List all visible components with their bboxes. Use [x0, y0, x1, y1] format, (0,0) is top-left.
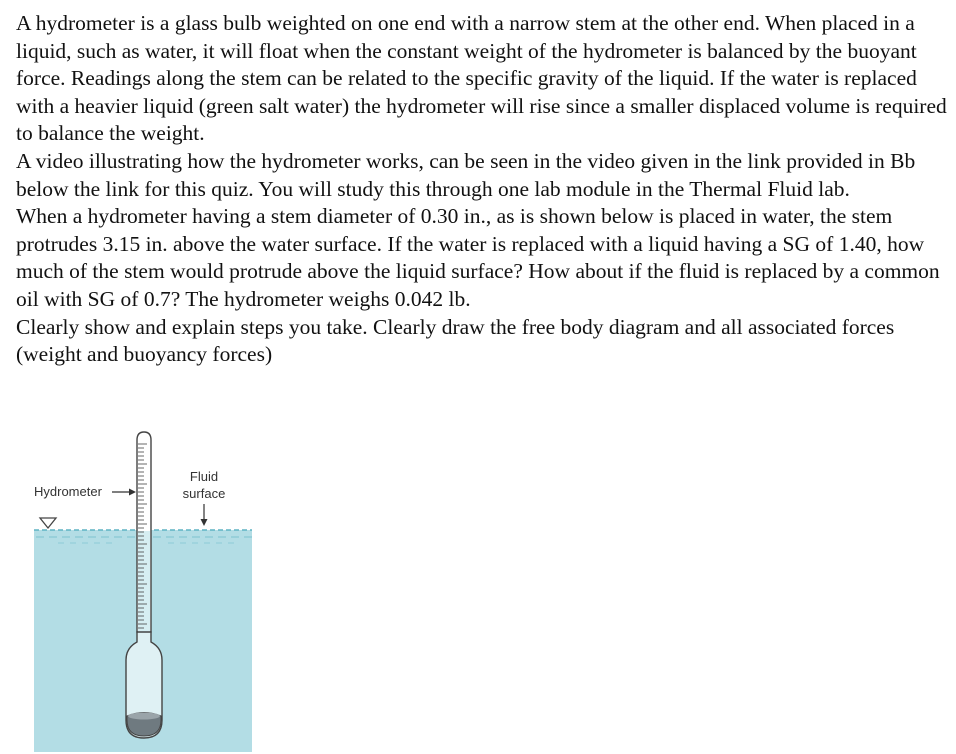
hydrometer-stem-submerged: [138, 531, 150, 632]
hydrometer-diagram: [28, 420, 268, 754]
hydrometer-label: Hydrometer: [34, 484, 102, 499]
fluid-label-line2: surface: [182, 486, 226, 501]
ballast-highlight: [128, 713, 160, 720]
free-surface-symbol: [40, 518, 56, 528]
fluid-label-line1: Fluid: [189, 469, 219, 484]
hydrometer-figure: [28, 420, 268, 754]
paragraph-problem-statement: When a hydrometer having a stem diameter of 0.30 in., as is shown below is placed in water, the stem protrudes 3.15 in. above the water surface. If the water is replaced with a liquid having a SG of 1.40, how much of the stem would protrude above the liquid surface? How about if the fluid is replaced by a common oil with SG of 0.7? The hydrometer weighs 0.042 lb.: [16, 204, 940, 311]
paragraph-hydrometer-description: A hydrometer is a glass bulb weighted on one end with a narrow stem at the other end. When placed in a liquid, such as water, it will float when the constant weight of the hydrometer is balanced by the buoyant force. Readings along the stem can be related to the specific gravity of the liquid. If the water is replaced with a heavier liquid (green salt water) the hydrometer will rise since a smaller displaced volume is required to balance the weight.: [16, 11, 947, 146]
problem-text: [16, 10, 948, 369]
hydrometer-arrowhead: [129, 489, 136, 496]
paragraph-instructions: Clearly show and explain steps you take. Clearly draw the free body diagram and all associated forces (weight and buoyancy forces): [16, 314, 895, 367]
paragraph-video-note: A video illustrating how the hydrometer works, can be seen in the video given in the link provided in Bb below the link for this quiz. You will study this through one lab module in the Thermal Fluid lab.: [16, 148, 916, 201]
fluid-surface-arrowhead: [201, 519, 208, 526]
